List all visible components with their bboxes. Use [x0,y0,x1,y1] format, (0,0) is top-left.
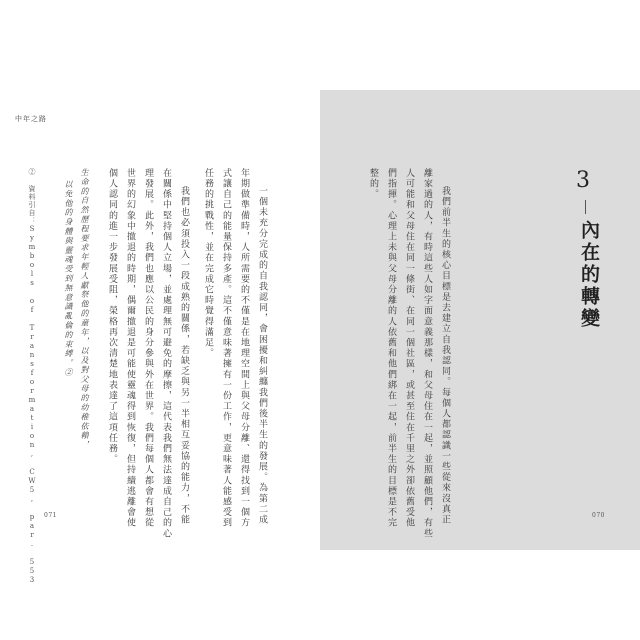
footnote: ② 資料引自：Symbols of Transformation, CW5, par. 553 [28,168,36,585]
body-line: 整的。 [368,168,378,200]
body-line: 一個未充分完成的自我認同，會困擾和糾纏我們後半生的發展。為第二成 [257,186,267,526]
quote-line: 以免他的身體與靈魂受到無意識亂倫的束縛。② [64,180,73,378]
folio-left: 071 [44,512,57,519]
body-line: 我們也必須投入一段成熟的關係，若缺乏與另一半相互妥協的能力，不能 [179,186,189,526]
chapter-title: 內在的轉變 [578,220,600,330]
body-line: 在關係中堅持個人立場，並處理無可避免的摩擦，這代表我們無法達成自己的心 [161,168,171,539]
chapter-rule [585,200,586,214]
running-head: 中年之路 [15,115,47,123]
folio-right: 070 [592,512,605,519]
body-line: 個人認同的進一步發展受阻，榮格再次清楚地表達了這項任務。 [107,168,117,465]
body-line: 年期做準備時，人所需要的不僅是在地理空間上與父母分離、還得找到一個方 [239,168,249,529]
body-line: 式讓自己的能量保持多產。這不僅意味著擁有一份工作，更意味著人能感受到 [221,168,231,529]
book-spread [0,90,640,585]
left-page [0,90,320,585]
chapter-number: 3 [576,168,590,193]
body-line: 任務的挑戰性，並在完成它時覺得滿足。 [203,168,213,359]
body-line: 我們前半生的核心目標是去建立自我認同。每個人都認識一些從來沒真正 [440,186,450,526]
body-line: 離家過的人，有時這些人如字面意義那樣，和父母住在一起，並照顧他們，有些 [422,168,432,539]
body-line: 理發展。此外，我們也應以公民的身分參與外在世界。我們每個人都會有想從 [143,168,153,529]
body-line: 人可能和父母住在同一條街、在同一個社區，或甚至住在千里之外卻依舊受他 [404,168,414,529]
body-line: 世界的幻象中撤退的時期，偶爾撤退是可能使靈魂得到恢復，但持續逃離會使 [125,168,135,529]
quote-line: 生命的自然歷程要求年輕人獻祭他的童年，以及對父母的幼稚依賴， [80,168,89,450]
body-line: 們指揮。心理上未與父母分離的人依舊和他們綁在一起，前半生的目標是不完 [386,168,396,529]
